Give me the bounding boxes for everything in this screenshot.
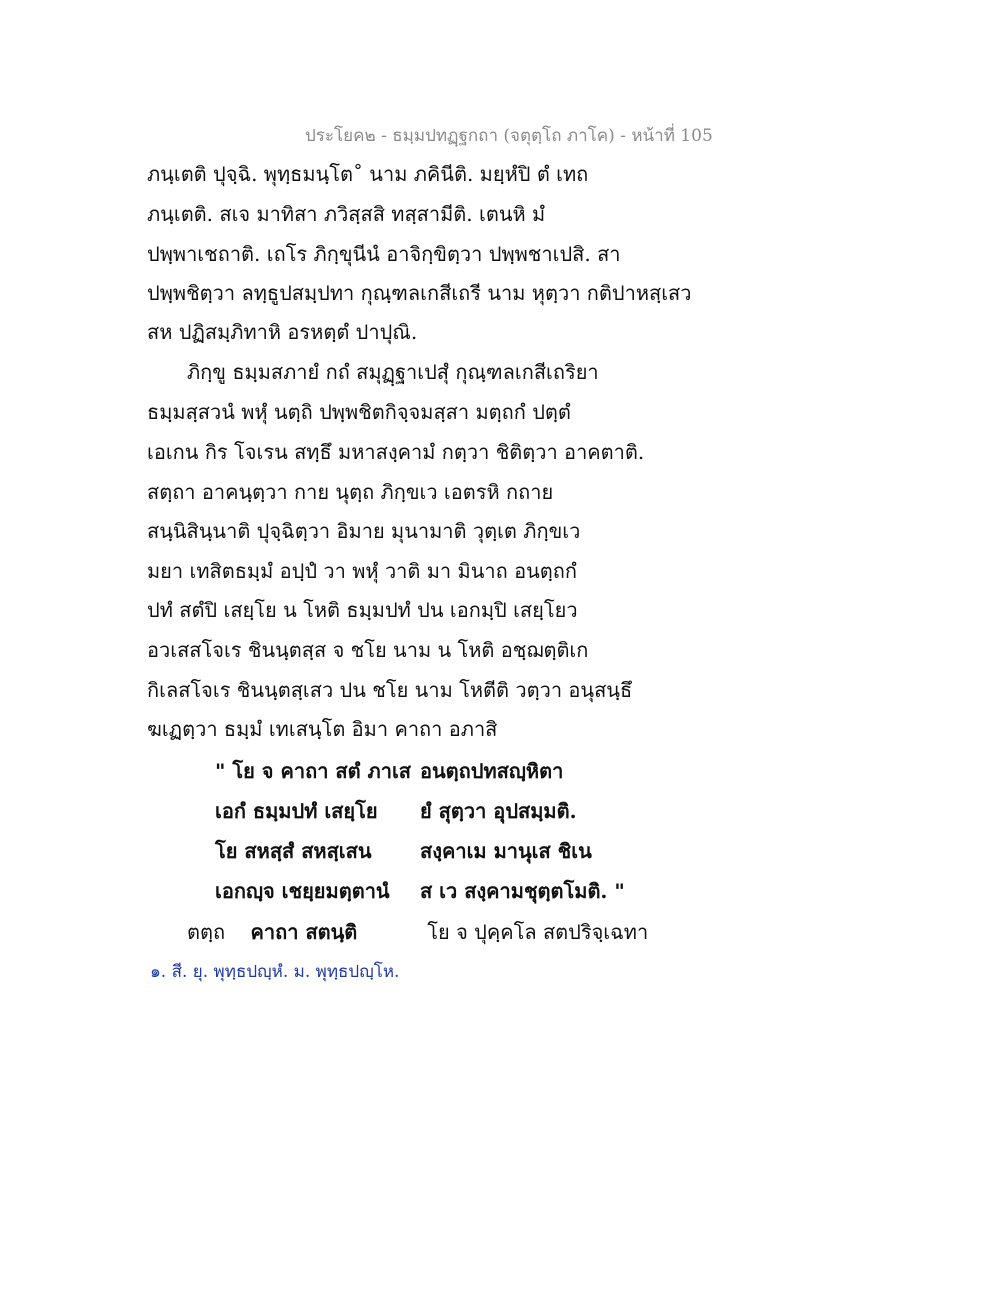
body-line-8: เอเกน กิร โจเรน สทฺธึ มหาสงฺคามํ กตฺวา ชิติตฺวา อาคตาติ. xyxy=(147,440,645,464)
body-line-last xyxy=(187,918,648,946)
body-line-3: ปพฺพาเชถาติ. เถโร ภิกฺขุนีนํ อาจิกฺขิตฺวา ปพฺพชาเปสิ. สา xyxy=(147,242,621,266)
verse-line-1-left: " โย จ คาถา สตํ ภาเส xyxy=(215,759,412,783)
verse-line-3-right: สงฺคาเม มานุเส ชิเน xyxy=(420,839,592,863)
body-line-6: ภิกฺขู ธมฺมสภายํ กถํ สมุฏฺฐาเปสุํ กุณฺฑลเกสีเถริยา xyxy=(187,360,599,384)
body-line-9: สตฺถา อาคนฺตฺวา กาย นุตฺถ ภิกฺขเว เอตรหิ กถาย xyxy=(147,480,554,504)
body-line-7: ธมฺมสฺสวนํ พหุํ นตฺถิ ปพฺพชิตกิจฺจมสฺสา มตฺถกํ ปตฺตํ xyxy=(147,400,571,424)
verse-line-3-left: โย สหสฺสํ สหสฺเสน xyxy=(215,839,372,863)
body-line-10: สนฺนิสินฺนาติ ปุจฺฉิตฺวา อิมาย มุนามาติ วุตฺเต ภิกฺขเว xyxy=(147,519,581,543)
last-line-prefix: ตตฺถ xyxy=(187,920,226,944)
footnote: ๑. สี. ยุ. พุทฺธปญฺหํ. ม. พุทฺธปญฺโห. xyxy=(150,962,400,982)
body-line-5: สห ปฏิสมฺภิทาหิ อรหตฺตํ ปาปุณิ. xyxy=(147,320,418,344)
verse-line-2-right: ยํ สุตฺวา อุปสมฺมติ. xyxy=(420,799,577,823)
running-header: ประโยค๒ - ธมฺมปทฏฺฐกถา (จตุตฺโถ ภาโค) - หน้าที่ 105 xyxy=(305,126,713,146)
verse-line-1-right: อนตฺถปทสญฺหิตา xyxy=(420,759,564,783)
verse-line-4-right: ส เว สงฺคามชุตฺตโมติ. " xyxy=(420,879,625,903)
body-line-1: ภนฺเตติ ปุจฺฉิ. พุทฺธมนฺโต˚ นาม ภคินีติ. มยฺหํปิ ตํ เทถ xyxy=(147,162,589,186)
body-line-4: ปพฺพชิตฺวา ลทฺธูปสมฺปทา กุณฺฑลเกสีเถรี นาม หุตฺวา กติปาหสฺเสว xyxy=(147,281,692,305)
verse-line-2-left: เอกํ ธมฺมปทํ เสยฺโย xyxy=(215,799,378,823)
body-line-13: อวเสสโจเร ชินนฺตสฺส จ ชโย นาม น โหติ อชฺฌตฺติเก xyxy=(147,638,589,662)
body-line-14: กิเลสโจเร ชินนฺตสฺเสว ปน ชโย นาม โหตีติ วตฺวา อนุสนฺธึ xyxy=(147,678,633,702)
body-line-2: ภนฺเตติ. สเจ มาทิสา ภวิสฺสสิ ทสฺสามีติ. เตนหิ มํ xyxy=(147,202,546,226)
body-line-12: ปทํ สตํปิ เสยฺโย น โหติ ธมฺมปทํ ปน เอกมฺปิ เสยฺโยว xyxy=(147,598,578,622)
verse-line-4-left: เอกญฺจ เชยฺยมตฺตานํ xyxy=(215,879,390,903)
body-line-15: ฆเฏตฺวา ธมฺมํ เทเสนฺโต อิมา คาถา อภาสิ xyxy=(147,717,498,741)
last-line-keyword: คาถา สตนฺติ xyxy=(250,920,358,944)
body-line-11: มยา เทสิตธมฺมํ อปฺปํ วา พหุํ วาติ มา มินาถ อนตฺถกํ xyxy=(147,559,577,583)
last-line-suffix: โย จ ปุคฺคโล สตปริจฺเฉทา xyxy=(427,920,649,944)
